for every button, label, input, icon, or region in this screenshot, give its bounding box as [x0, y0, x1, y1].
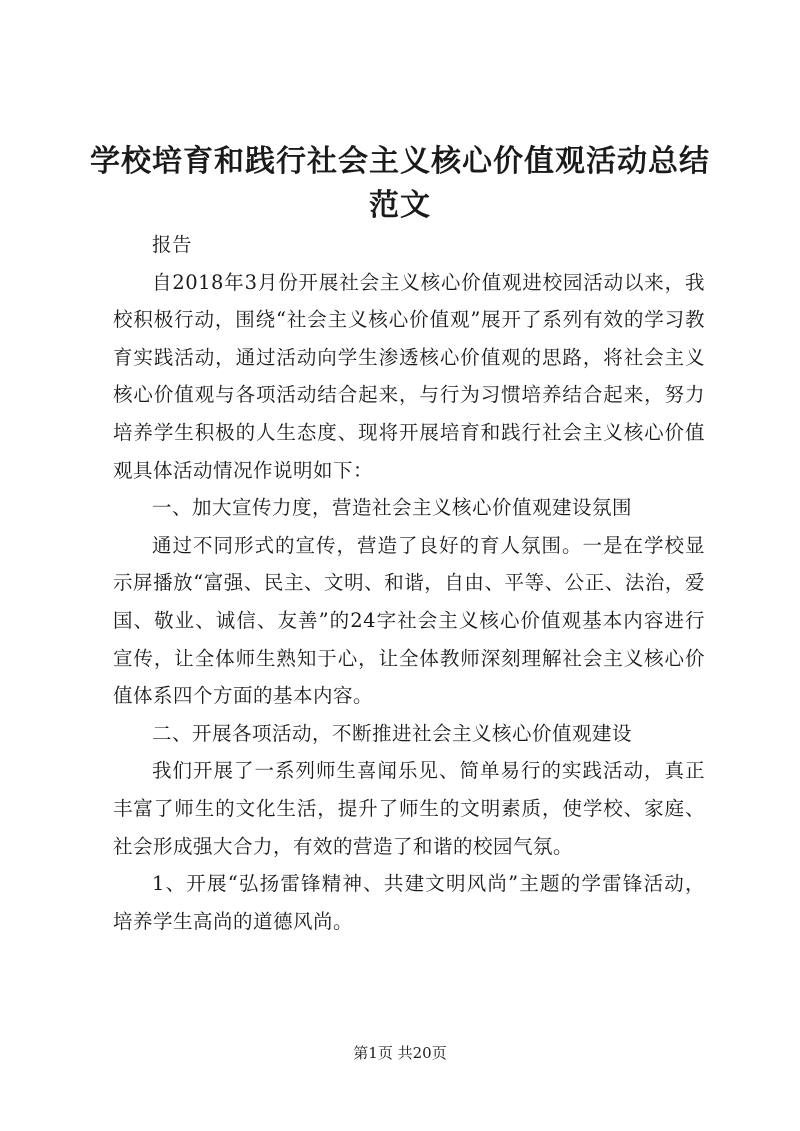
section-heading-1: 一、加大宣传力度，营造社会主义核心价值观建设氛围 [152, 496, 633, 520]
section-heading-2: 二、开展各项活动，不断推进社会主义核心价值观建设 [152, 721, 633, 745]
title-line-2: 范文 [369, 188, 431, 223]
paragraph-section-1: 通过不同形式的宣传，营造了良好的育人氛围。一是在学校显示屏播放“富强、民主、文明、和谐，自由、平等、公正、法治，爱国、敬业、诚信、友善”的24字社会主义核心价值观基本内容进行宣传，让全体师生熟知于心，让全体教师深刻理解社会主义核心价值体系四个方面的基本内容。 [113, 533, 705, 708]
paragraph-item-1: 1、开展“弘扬雷锋精神、共建文明风尚”主题的学雷锋活动，培养学生高尚的道德风尚。 [113, 872, 705, 933]
document-body [113, 226, 705, 940]
paragraph-section-2: 我们开展了一系列师生喜闻乐见、简单易行的实践活动，真正丰富了师生的文化生活，提升了师生的文明素质，使学校、家庭、社会形成强大合力，有效的营造了和谐的校园气氛。 [113, 759, 705, 858]
title-line-1: 学校培育和践行社会主义核心价值观活动总结 [90, 144, 710, 179]
paragraph-intro: 自2018年3月份开展社会主义核心价值观进校园活动以来，我校积极行动，围绕“社会主义核心价值观”展开了系列有效的学习教育实践活动，通过活动向学生渗透核心价值观的思路，将社会主义核心价值观与各项活动结合起来，与行为习惯培养结合起来，努力培养学生积极的人生态度、现将开展培育和践行社会主义核心价值观具体活动情况作说明如下： [113, 270, 705, 482]
paragraph-report-label: 报告 [152, 233, 193, 256]
page-number-footer: 第1页 共20页 [353, 1044, 447, 1062]
document-title [90, 140, 710, 228]
